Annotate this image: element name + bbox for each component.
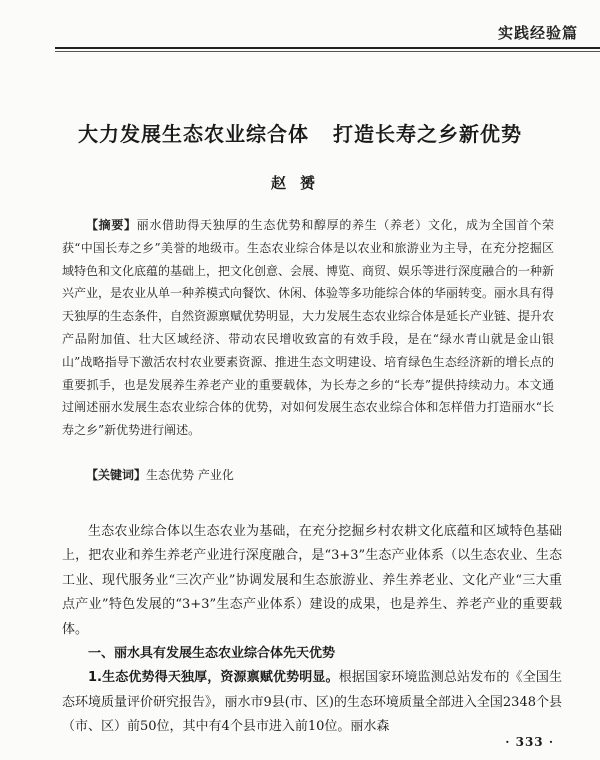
intro-paragraph: 生态农业综合体以生态农业为基础，在充分挖掘乡村农耕文化底蕴和区域特色基础上，把农业和养生养老产业进行深度融合，是“3+3”生态产业体系（以生态农业、生态工业、现代服务业“三次产业”协调发展和生态旅游业、养生养老业、文化产业“三大重点产业”特色发展的“3+3”生态产业体系）建设的成果，也是养生、养老产业的重要载体。 bbox=[62, 524, 562, 637]
point-1-text: 根据国家环境监测总站发布的《全国生态环境质量评价研究报告》，丽水市9县(市、区)的生态环境质量全部进入全国2348个县（市、区）前50位，其中有4个县市进入前10位。丽水森 bbox=[62, 670, 562, 735]
abstract-label: 【摘要】 bbox=[86, 218, 137, 232]
abstract-block bbox=[62, 214, 554, 442]
point-1-paragraph bbox=[62, 666, 562, 739]
header-top-rule bbox=[55, 47, 600, 49]
header-bottom-rule bbox=[55, 51, 600, 52]
author-name: 赵赟 bbox=[270, 174, 329, 192]
abstract-text: 丽水借助得天独厚的生态优势和醇厚的养生（养老）文化，成为全国首个荣获“中国长寿之乡”美誉的地级市。生态农业综合体是以农业和旅游业为主导，在充分挖掘区域特色和文化底蕴的基础上，把文化创意、会展、博览、商贸、娱乐等进行深度融合的一种新兴产业，是农业从单一种养模式向餐饮、休闲、体验等多功能综合体的华丽转变。丽水具有得天独厚的生态条件，自然资源禀赋优势明显，大力发展生态农业综合体是延长产业链、提升农产品附加值、壮大区域经济、带动农民增收致富的有效手段，是在“绿水青山就是金山银山”战略指导下激活农村农业要素资源、推进生态文明建设、培育绿色生态经济新的增长点的重要抓手，也是发展养生养老产业的重要载体，为长寿之乡的“长寿”提供持续动力。本文通过阐述丽水发展生态农业综合体的优势，对如何发展生态农业综合体和怎样借力打造丽水“长寿之乡”新优势进行阐述。 bbox=[62, 218, 555, 438]
section-label: 实践经验篇 bbox=[497, 24, 578, 42]
keywords-block bbox=[86, 466, 546, 483]
keywords-text: 生态优势 产业化 bbox=[146, 468, 234, 482]
body-text bbox=[62, 520, 562, 740]
point-1-title: 1.生态优势得天独厚，资源禀赋优势明显。 bbox=[88, 670, 339, 686]
article-title bbox=[0, 118, 600, 147]
keywords-label: 【关键词】 bbox=[86, 468, 147, 482]
section-1-heading: 一、丽水具有发展生态农业综合体先天优势 bbox=[88, 646, 336, 662]
title-part-2: 打造长寿之乡新优势 bbox=[333, 122, 522, 146]
page-number: · 333 · bbox=[505, 735, 554, 749]
title-part-1: 大力发展生态农业综合体 bbox=[78, 122, 309, 146]
